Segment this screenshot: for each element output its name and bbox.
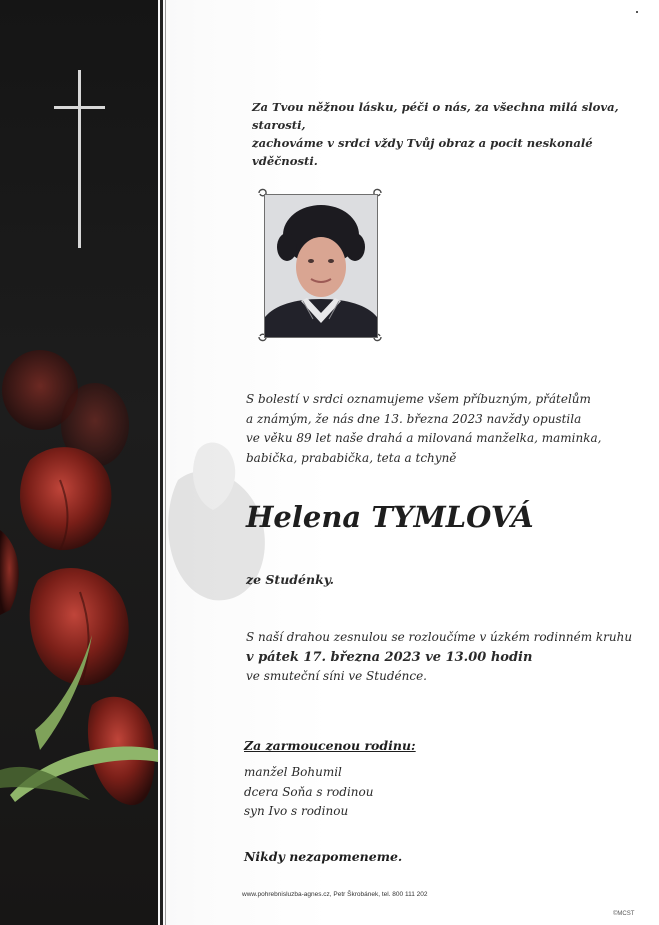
mourner-item: manžel Bohumil — [244, 765, 342, 779]
announcement-line: a známým, že nás dne 13. března 2023 navždy opustila — [246, 411, 582, 426]
mourners-list — [244, 763, 374, 822]
announcement-line: ve věku 89 let naše drahá a milovaná manželka, maminka, — [246, 431, 602, 445]
scan-speck — [636, 11, 638, 13]
deceased-origin: ze Studénky. — [246, 572, 334, 587]
mourner-item: syn Ivo s rodinou — [244, 804, 349, 818]
faded-tulip-image — [158, 440, 278, 630]
funeral-details — [246, 628, 636, 687]
tulips-image — [0, 330, 158, 830]
quote-line: zachováme v srdci vždy Tvůj obraz a pocit neskonalé vděčnosti. — [252, 136, 593, 168]
quote-line: Za Tvou něžnou lásku, péči o nás, za všechna milá slova, starosti, — [252, 100, 619, 132]
portrait-frame — [257, 187, 383, 343]
funeral-date: v pátek 17. března 2023 ve 13.00 hodin — [246, 649, 533, 665]
death-announcement — [246, 390, 606, 468]
decorative-side-band — [0, 0, 158, 925]
printer-mark: ©MCST — [613, 911, 635, 917]
deceased-first-name: Helena — [246, 500, 362, 534]
memorial-quote — [252, 98, 632, 170]
mourners-heading: Za zarmoucenou rodinu: — [244, 738, 416, 753]
funeral-place: ve smuteční síni ve Studénce. — [246, 669, 427, 683]
deceased-name — [246, 500, 626, 534]
announcement-line: S bolestí v srdci oznamujeme všem příbuzným, přátelům — [246, 392, 591, 406]
funeral-line: S naší drahou zesnulou se rozloučíme v úzkém rodinném kruhu — [246, 630, 633, 644]
announcement-line: babička, prababička, teta a tchyně — [246, 450, 457, 465]
deceased-surname: TYMLOVÁ — [371, 500, 534, 534]
funeral-service-footer: www.pohrebnisluzba-agnes.cz, Petr Škrobánek, tel. 800 111 202 — [242, 891, 428, 898]
cross-icon — [54, 70, 106, 250]
portrait-photo — [264, 194, 378, 338]
closing-line: Nikdy nezapomeneme. — [244, 849, 403, 864]
mourner-item: dcera Soňa s rodinou — [244, 784, 374, 799]
